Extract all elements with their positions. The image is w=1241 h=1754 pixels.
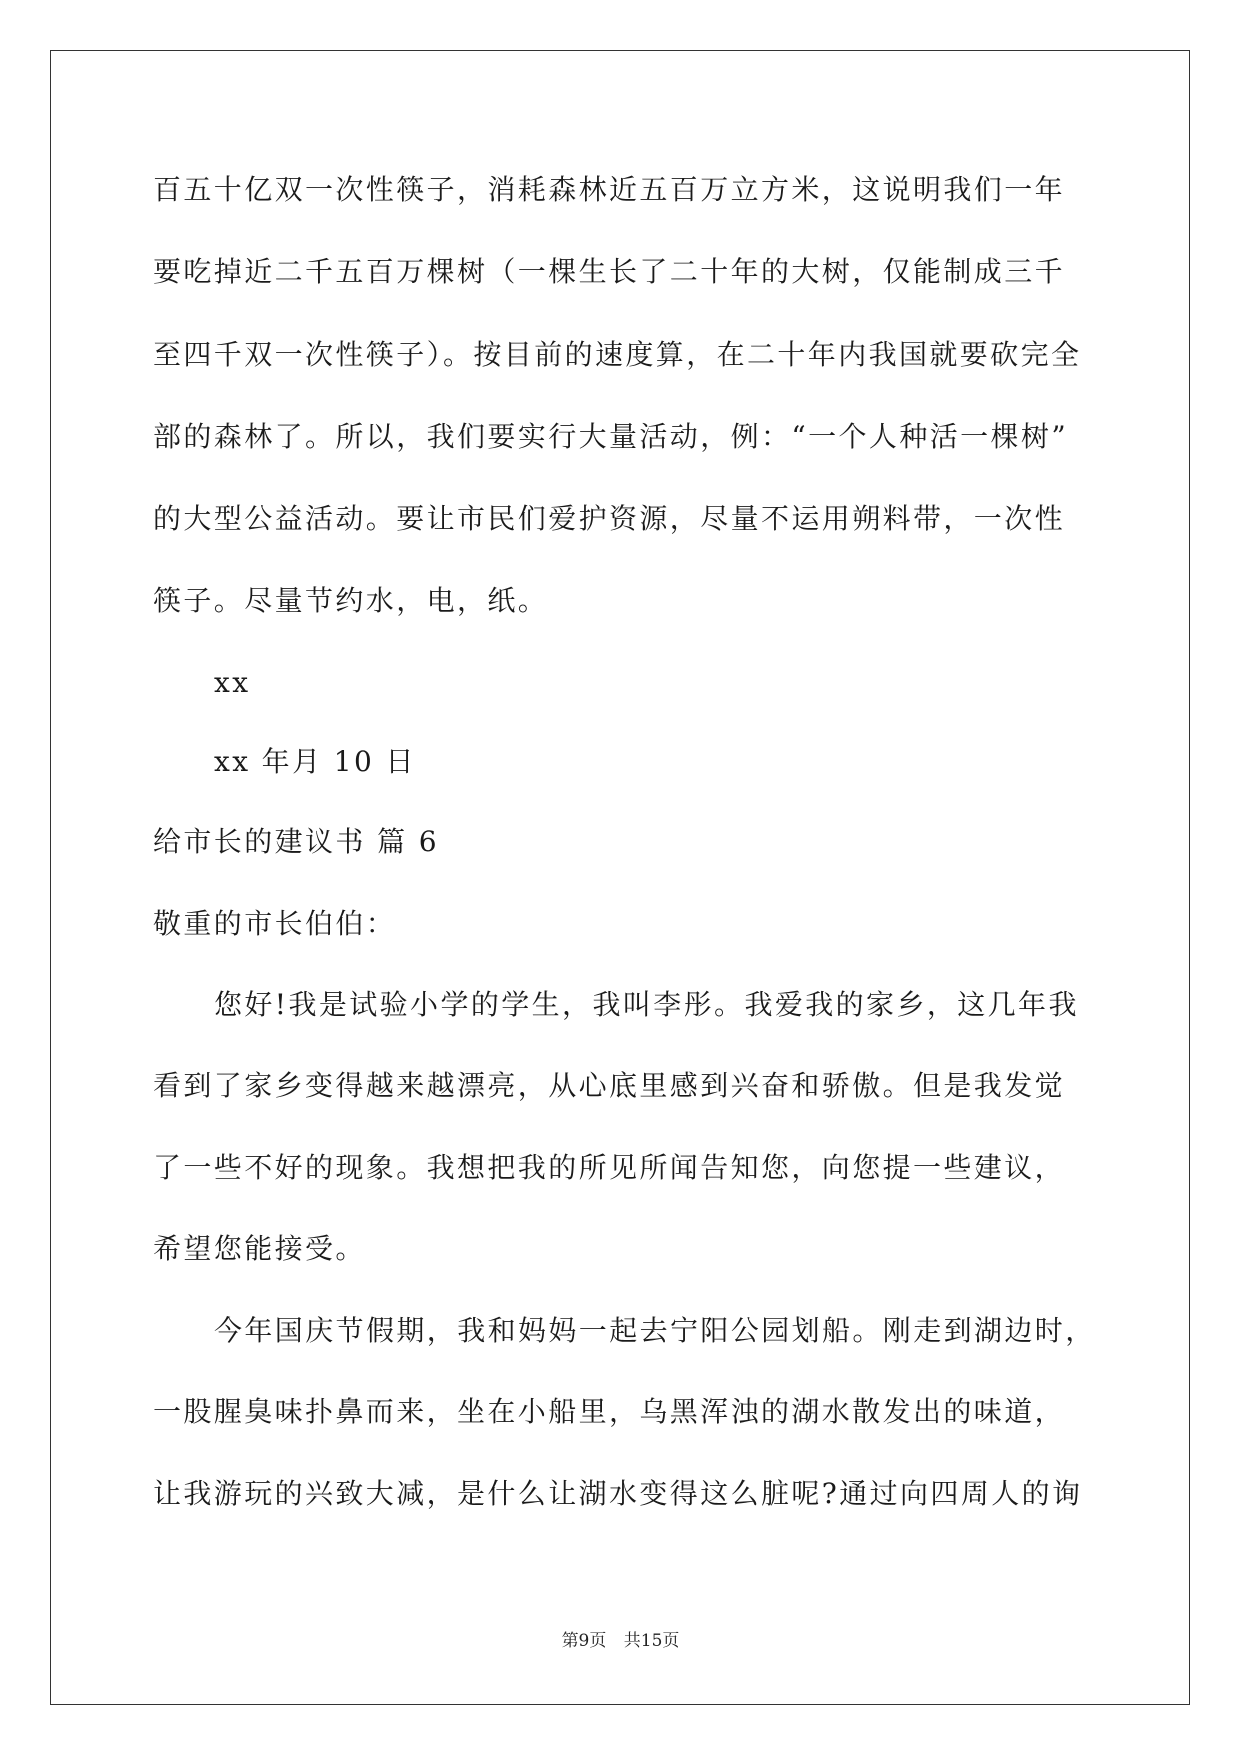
body-line: 筷子。尽量节约水，电，纸。 (153, 584, 549, 617)
salutation: 敬重的市长伯伯： (153, 907, 397, 940)
section-heading: 给市长的建议书 篇 6 (153, 825, 440, 858)
page-total: 共15页 (623, 1631, 680, 1651)
page-number: 第9页 (561, 1631, 607, 1651)
body-line: 看到了家乡变得越来越漂亮，从心底里感到兴奋和骄傲。但是我发觉 (153, 1069, 1066, 1102)
page-border (50, 50, 1190, 1705)
body-line: 至四千双一次性筷子）。按目前的速度算，在二十年内我国就要砍完全 (153, 338, 1082, 371)
signature-name: xx (214, 666, 251, 699)
body-line: 部的森林了。所以，我们要实行大量活动，例：“一个人种活一棵树” (153, 420, 1069, 453)
signature-date: xx 年月 10 日 (214, 745, 416, 778)
body-line: 您好!我是试验小学的学生，我叫李彤。我爱我的家乡，这几年我 (214, 988, 1079, 1021)
body-line: 了一些不好的现象。我想把我的所见所闻告知您，向您提一些建议， (153, 1151, 1066, 1184)
body-line: 让我游玩的兴致大减，是什么让湖水变得这么脏呢?通过向四周人的询 (153, 1477, 1083, 1510)
body-line: 的大型公益活动。要让市民们爱护资源，尽量不运用朔料带，一次性 (153, 502, 1066, 535)
body-line: 百五十亿双一次性筷子，消耗森林近五百万立方米，这说明我们一年 (153, 173, 1066, 206)
body-line: 希望您能接受。 (153, 1232, 366, 1265)
body-line: 一股腥臭味扑鼻而来，坐在小船里，乌黑浑浊的湖水散发出的味道， (153, 1395, 1066, 1428)
page-footer (0, 1630, 1241, 1652)
body-line: 今年国庆节假期，我和妈妈一起去宁阳公园划船。刚走到湖边时， (214, 1314, 1096, 1347)
body-line: 要吃掉近二千五百万棵树（一棵生长了二十年的大树，仅能制成三千 (153, 255, 1066, 288)
